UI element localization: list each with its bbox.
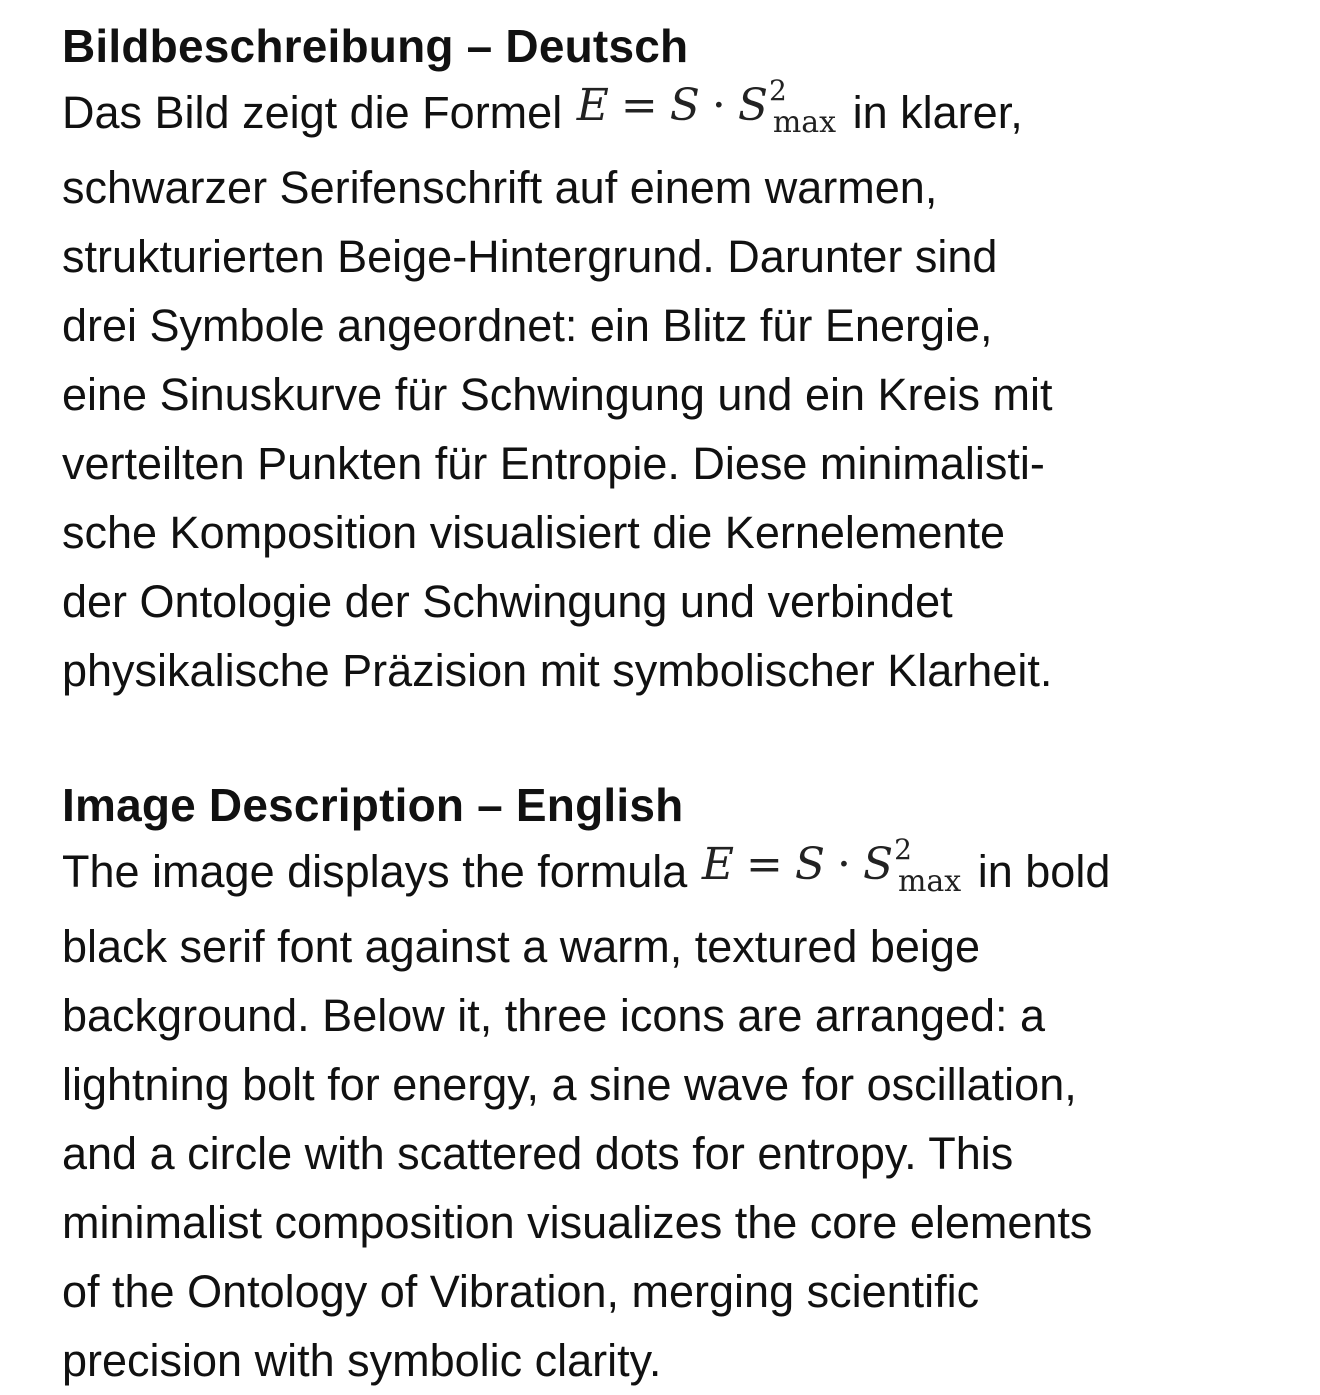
english-line: and a circle with scattered dots for entropy. This: [62, 1128, 1014, 1179]
german-line: physikalische Präzision mit symbolischer Klarheit.: [62, 645, 1053, 696]
formula-s-max: S: [737, 80, 769, 131]
english-paragraph: [62, 833, 1280, 1395]
german-line: verteilten Punkten für Entropie. Diese minimalisti-: [62, 438, 1045, 489]
english-line: minimalist composition visualizes the core elements: [62, 1197, 1093, 1248]
formula-exponent: 2: [894, 833, 912, 866]
german-section: [62, 14, 1280, 705]
german-line: eine Sinuskurve für Schwingung und ein Kreis mit: [62, 369, 1053, 420]
formula-exponent: 2: [769, 74, 787, 107]
formula-subscript: max: [897, 864, 962, 899]
english-section: [62, 773, 1280, 1395]
german-line-1: [62, 74, 1280, 153]
formula-inline: [701, 833, 962, 899]
english-line-1: [62, 833, 1280, 912]
german-line: der Ontologie der Schwingung und verbindet: [62, 576, 953, 627]
german-heading: Bildbeschreibung – Deutsch: [62, 20, 689, 72]
formula-equals: =: [745, 839, 783, 890]
english-line: black serif font against a warm, textured beige: [62, 921, 980, 972]
german-line: schwarzer Serifenschrift auf einem warmen,: [62, 162, 938, 213]
formula-equals: =: [620, 80, 658, 131]
formula-dot: ·: [836, 839, 851, 890]
formula-s-max: S: [862, 839, 894, 890]
english-line-1-post: in bold: [977, 846, 1111, 897]
english-line: lightning bolt for energy, a sine wave for oscillation,: [62, 1059, 1077, 1110]
german-line-1-pre: Das Bild zeigt die Formel: [62, 87, 563, 138]
german-line: sche Komposition visualisiert die Kernelemente: [62, 507, 1005, 558]
english-line-1-pre: The image displays the formula: [62, 846, 688, 897]
german-line: strukturierten Beige-Hintergrund. Darunter sind: [62, 231, 998, 282]
english-heading: Image Description – English: [62, 779, 684, 831]
section-spacer: [62, 705, 1280, 773]
formula-s: S: [794, 839, 825, 890]
english-line: background. Below it, three icons are arranged: a: [62, 990, 1046, 1041]
formula-dot: ·: [711, 80, 726, 131]
german-line: drei Symbole angeordnet: ein Blitz für Energie,: [62, 300, 993, 351]
formula-lhs: E: [701, 839, 734, 890]
english-line: of the Ontology of Vibration, merging scientific: [62, 1266, 980, 1317]
formula-s: S: [669, 80, 700, 131]
formula-subscript: max: [772, 105, 837, 140]
english-line: precision with symbolic clarity.: [62, 1335, 662, 1386]
german-paragraph: [62, 74, 1280, 705]
formula-inline: [576, 74, 837, 140]
formula-lhs: E: [576, 80, 609, 131]
german-line-1-post: in klarer,: [852, 87, 1023, 138]
